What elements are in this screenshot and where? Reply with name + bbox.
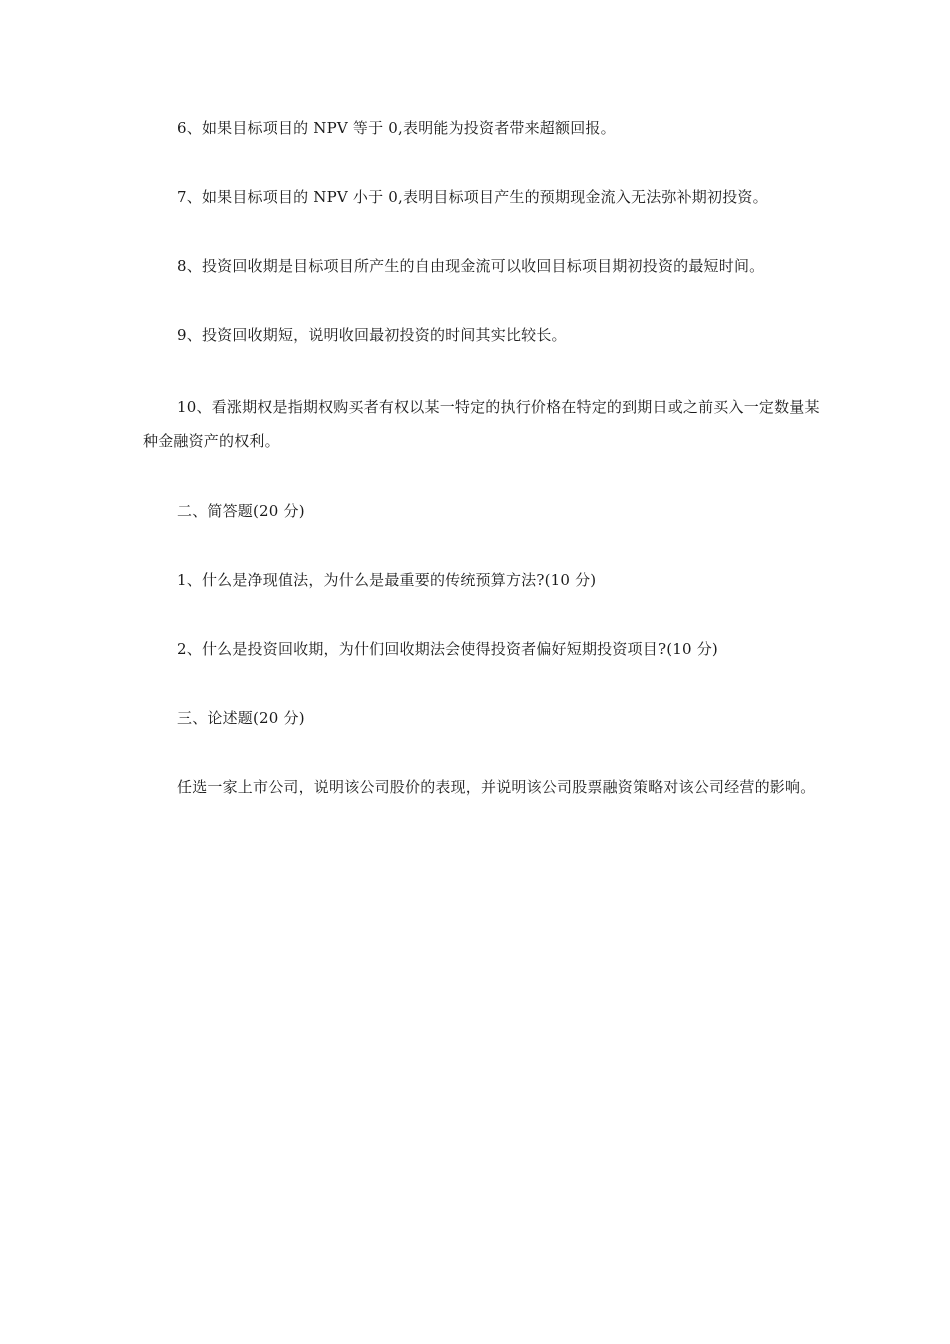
short-answer-question-1: 1、什么是净现值法，为什么是最重要的传统预算方法?(10 分) xyxy=(177,571,597,589)
section-2-heading: 二、简答题(20 分) xyxy=(177,502,305,520)
section-3-heading: 三、论述题(20 分) xyxy=(177,709,305,727)
statement-6: 6、如果目标项目的 NPV 等于 0,表明能为投资者带来超额回报。 xyxy=(177,119,616,137)
short-answer-question-2: 2、什么是投资回收期，为什们回收期法会使得投资者偏好短期投资项目?(10 分) xyxy=(177,640,718,658)
statement-9: 9、投资回收期短，说明收回最初投资的时间其实比较长。 xyxy=(177,326,567,344)
statement-10: 10、看涨期权是指期权购买者有权以某一特定的执行价格在特定的到期日或之前买入一定数量某种金融资产的权利。 xyxy=(143,398,820,450)
statement-7: 7、如果目标项目的 NPV 小于 0,表明目标项目产生的预期现金流入无法弥补期初投资。 xyxy=(177,188,768,206)
statement-8: 8、投资回收期是目标项目所产生的自由现金流可以收回目标项目期初投资的最短时间。 xyxy=(177,257,765,275)
essay-prompt: 任选一家上市公司，说明该公司股价的表现，并说明该公司股票融资策略对该公司经营的影响。 xyxy=(177,778,816,796)
